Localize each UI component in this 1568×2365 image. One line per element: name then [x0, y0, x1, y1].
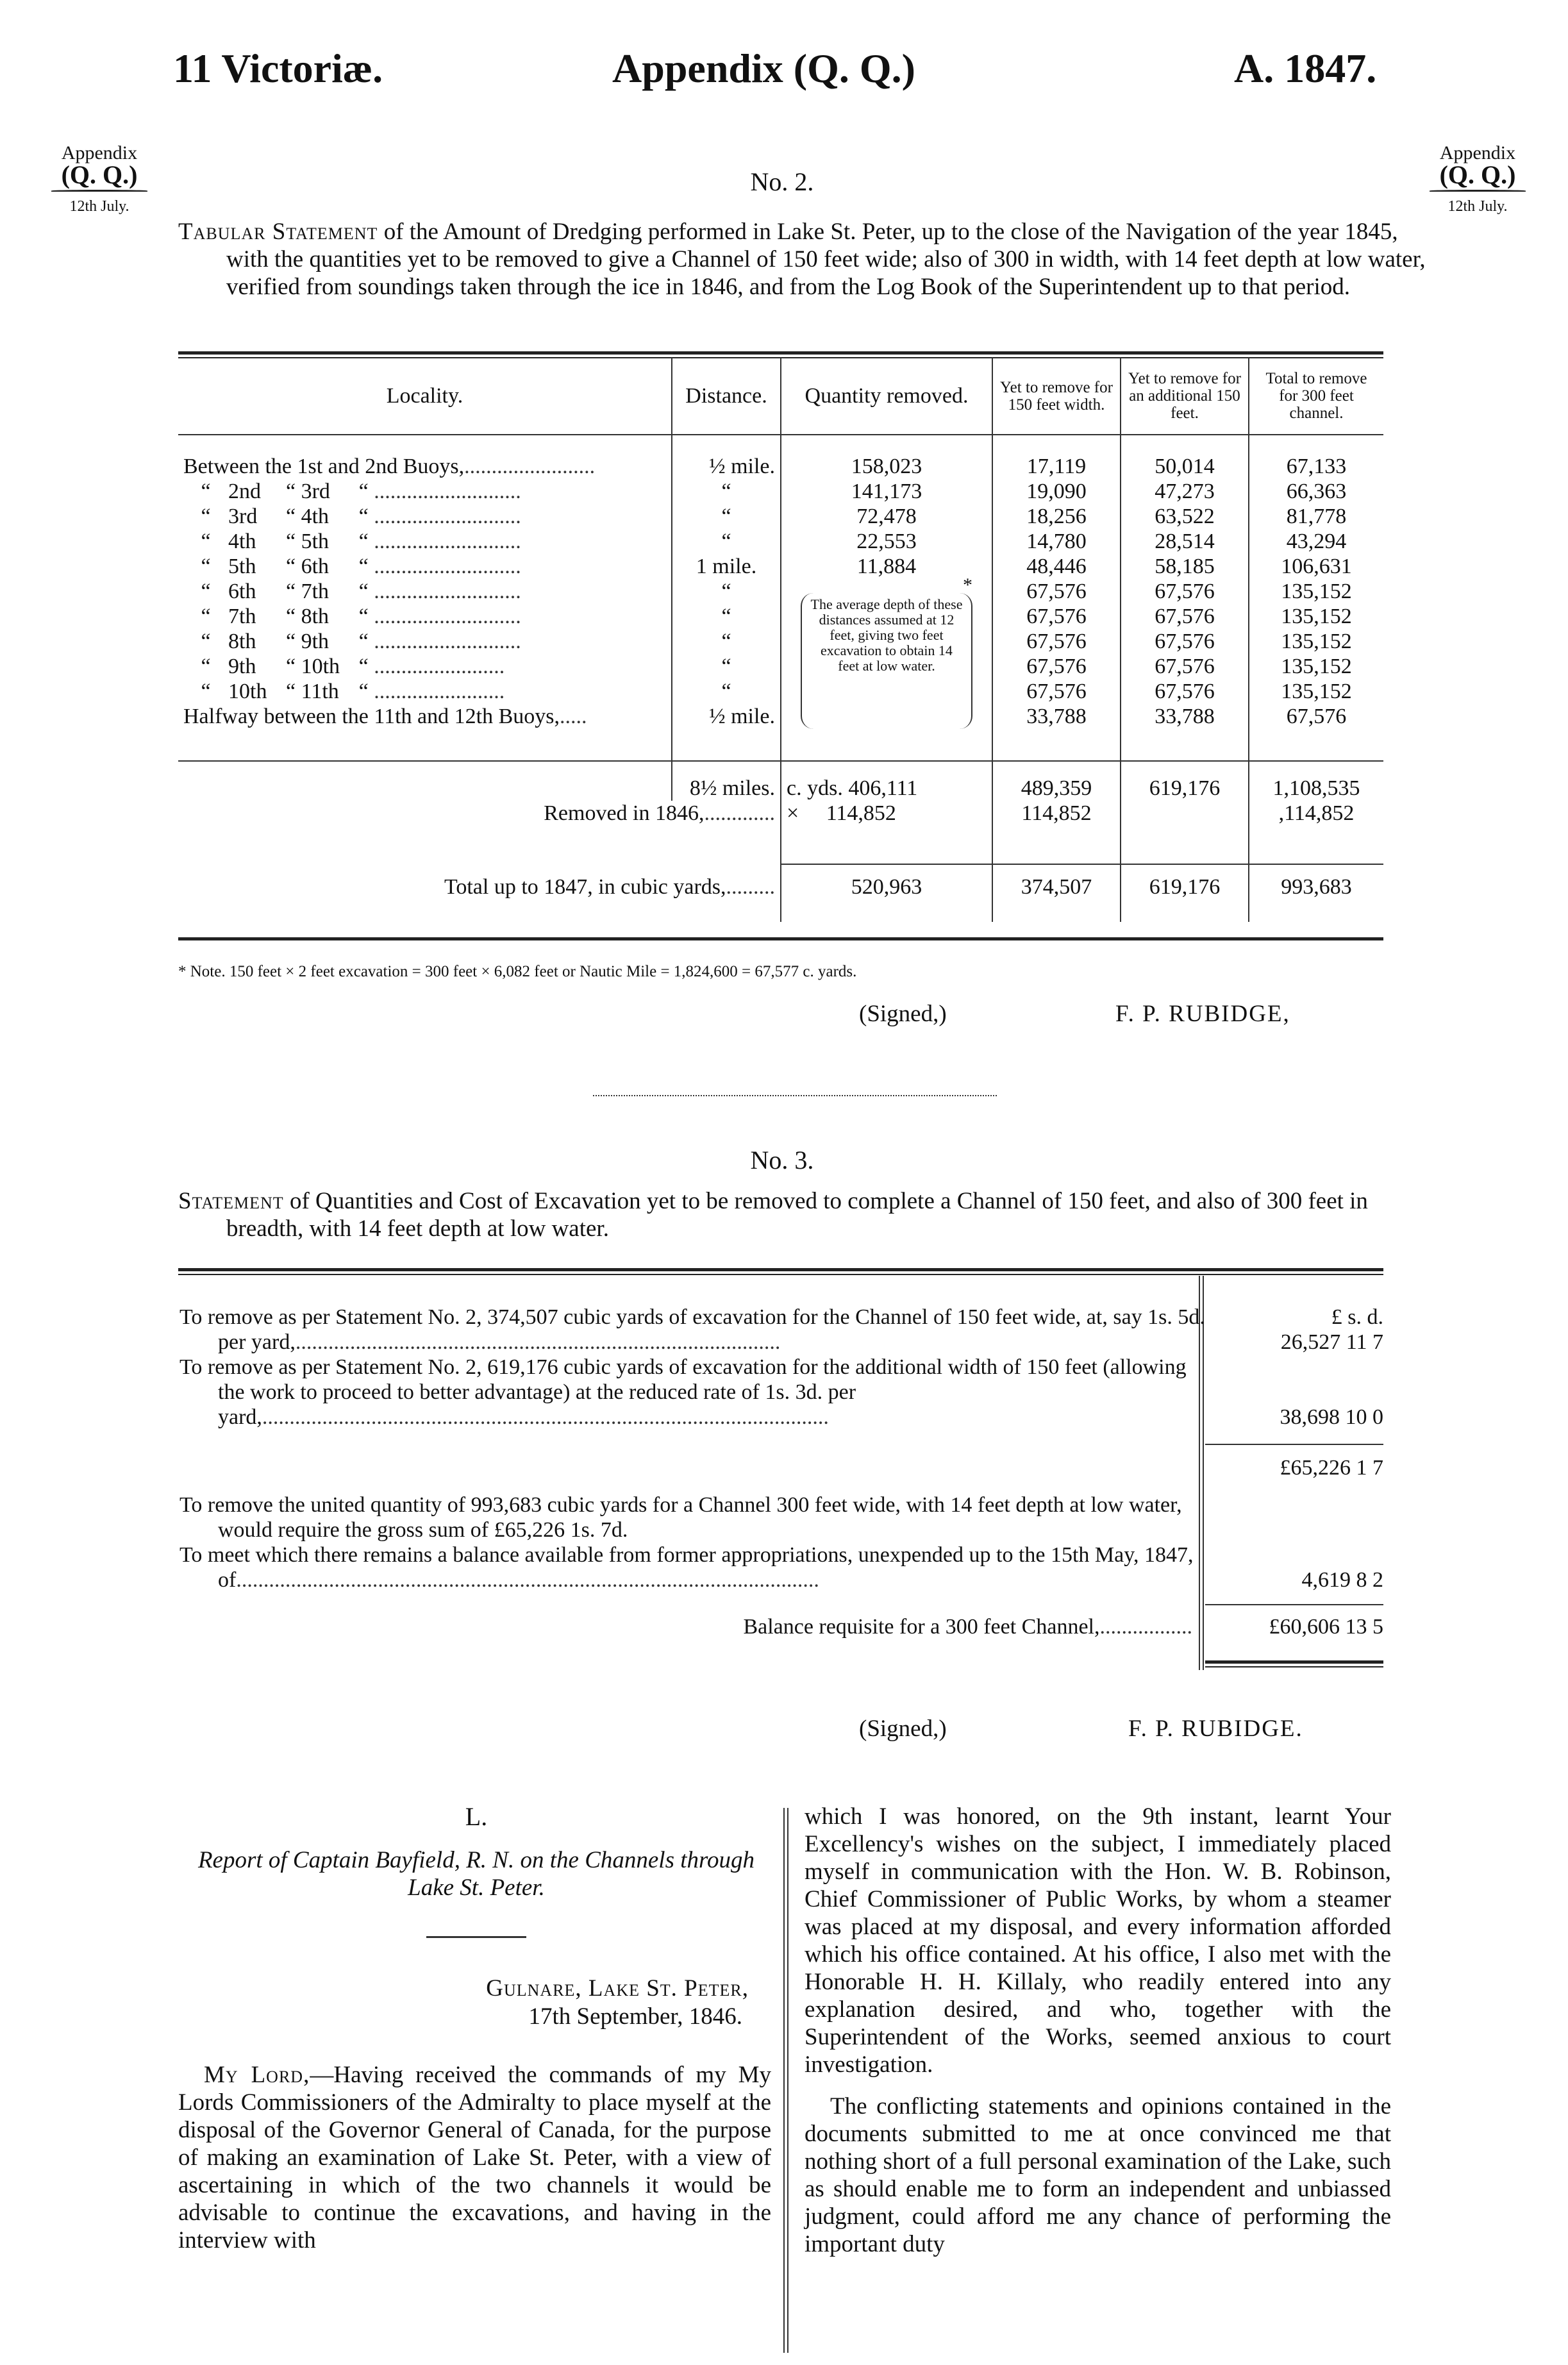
table-row: “ 7th “ 8th “ ........................... “ 67,576 67,576 135,152 — [178, 604, 1383, 629]
subtotal-rule — [1205, 1444, 1383, 1445]
balance-row: Balance requisite for a 300 feet Channel,................. — [743, 1615, 1192, 1639]
header-right: A. 1847. — [1234, 46, 1377, 91]
section-divider — [593, 1095, 997, 1096]
row-total: 135,152 — [1249, 654, 1383, 679]
row-ditto: “ — [358, 605, 369, 628]
removed-qty: 114,852 — [826, 801, 896, 825]
row-yet150: 48,446 — [992, 554, 1121, 579]
margin-right-date: 12th July. — [1447, 198, 1508, 215]
row-locality: Halfway between the 11th and 12th Buoys, — [183, 705, 560, 728]
row-distance: “ — [672, 579, 781, 604]
row-ditto: “ — [201, 655, 211, 678]
row-ditto: “ — [201, 580, 211, 603]
summary-cyds-prefix: c. yds. — [787, 776, 843, 800]
summary-yetadd: 619,176 — [1121, 761, 1249, 801]
summary-qty — [781, 761, 992, 801]
row-to: 8th — [301, 605, 329, 628]
row-to: 3rd — [301, 480, 330, 503]
no3-item-1: To remove as per Statement No. 2, 374,507 cubic yards of excavation for the Channel of 150 feet wide, at, say 1s. 5d. per yard,......................................................................................... — [179, 1305, 1205, 1354]
section-letter: L. — [465, 1802, 488, 1831]
no3-item-2-amount: 38,698 10 0 — [1280, 1405, 1383, 1429]
no3-item-4-text: To meet which there remains a balance available from former appropriations, unexpended up to the 15th May, 1847, of — [179, 1543, 1194, 1592]
row-yet150: 67,576 — [992, 604, 1121, 629]
header-center: Appendix (Q. Q.) — [612, 46, 915, 91]
row-total: 135,152 — [1249, 629, 1383, 654]
removed-label: Removed in 1846, — [544, 801, 705, 825]
row-from: 8th — [228, 630, 256, 653]
row-distance: “ — [672, 529, 781, 554]
row-total: 81,778 — [1249, 504, 1383, 529]
row-ditto: “ — [358, 530, 369, 553]
grand-yet150: 374,507 — [992, 864, 1121, 909]
row-ditto: “ — [201, 605, 211, 628]
row-from: 3rd — [228, 505, 258, 528]
row-total: 67,576 — [1249, 704, 1383, 729]
row-yetadd: 50,014 — [1121, 454, 1249, 479]
grand-label: Total up to 1847, in cubic yards, — [444, 874, 726, 899]
row-from: 10th — [228, 680, 267, 703]
table-row: “ 9th “ 10th “ ........................ “ 67,576 67,576 135,152 — [178, 654, 1383, 679]
para1-right: which I was honored, on the 9th instant, learnt Your Excellency's wishes on the subject, I immediately placed myself in communication with the Hon. W. B. Robinson, Chief Commissioner of Public Works, by whom a steamer was placed at my disposal, and every information afforded which his office contained. At his office, I also met with the Honorable H. H. Killaly, who readily entered into any explanation desired, and who, together with the Superintendent of the Works, seemed anxious to court investigation. — [805, 1803, 1391, 2078]
row-to: 11th — [301, 680, 339, 703]
row-yetadd: 28,514 — [1121, 529, 1249, 554]
no2-title-lead: Tabular Statement — [178, 219, 378, 245]
row-yet150: 17,119 — [992, 454, 1121, 479]
removed-qty-cell — [781, 801, 992, 826]
no3-item-1-text: To remove as per Statement No. 2, 374,507 cubic yards of excavation for the Channel of 150 feet wide, at, say 1s. 5d. per yard, — [179, 1305, 1205, 1354]
row-total: 43,294 — [1249, 529, 1383, 554]
row-to: 6th — [301, 555, 329, 578]
no3-title-rest: of Quantities and Cost of Excavation yet to be removed to complete a Channel of 150 feet, and also of 300 feet in breadth, with 14 feet depth at low water. — [226, 1188, 1368, 1242]
row-locality: Between the 1st and 2nd Buoys, — [183, 455, 465, 478]
table-row: “ 8th “ 9th “ ........................... “ 67,576 67,576 135,152 — [178, 629, 1383, 654]
no3-item-3-text: To remove the united quantity of 993,683 cubic yards for a Channel 300 feet wide, with 14 feet depth at low water, would require the gross sum of £65,226 1s. 7d. — [179, 1493, 1182, 1542]
row-total: 106,631 — [1249, 554, 1383, 579]
row-yetadd: 63,522 — [1121, 504, 1249, 529]
currency-header: £ s. d. — [1331, 1305, 1383, 1329]
report-place — [178, 1975, 749, 2002]
row-total: 135,152 — [1249, 579, 1383, 604]
row-yetadd: 33,788 — [1121, 704, 1249, 729]
row-ditto: “ — [201, 505, 211, 528]
row-from: 6th — [228, 580, 256, 603]
margin-right-rule — [1430, 190, 1526, 192]
row-distance: “ — [672, 654, 781, 679]
row-quantity: 141,173 — [781, 479, 992, 504]
row-distance: “ — [672, 504, 781, 529]
balance-label: Balance requisite for a 300 feet Channel, — [743, 1615, 1100, 1639]
balance-rule — [1205, 1604, 1383, 1605]
table-row: “ 5th “ 6th “ ........................... 1 mile. 11,884 48,446 58,185 106,631 — [178, 554, 1383, 579]
table-row: Between the 1st and 2nd Buoys,........................ ½ mile. 158,023 17,119 50,014 67,133 — [178, 454, 1383, 479]
col-yetadd-header: Yet to remove for an additional 150 feet. — [1121, 358, 1249, 435]
margin-left-code: (Q. Q.) — [61, 160, 138, 189]
grand-yetadd: 619,176 — [1121, 864, 1249, 909]
row-ditto: “ — [201, 480, 211, 503]
row-yetadd: 67,576 — [1121, 579, 1249, 604]
row-quantity: 22,553 — [781, 529, 992, 554]
row-distance: ½ mile. — [672, 704, 781, 729]
para2-right: The conflicting statements and opinions contained in the documents submitted to me at once convinced me that nothing short of a full personal examination of the Lake, such as should enable me to form an independent and unbiassed judgment, could afford me any chance of performing the important duty — [805, 2093, 1391, 2257]
report-title: Report of Captain Bayfield, R. N. on the Channels through Lake St. Peter. — [197, 1847, 755, 1901]
row-ditto: “ — [201, 555, 211, 578]
grand-qty: 520,963 — [781, 864, 992, 909]
margin-left-date: 12th July. — [69, 198, 129, 215]
row-distance: “ — [672, 629, 781, 654]
no3-item-3 — [179, 1492, 1218, 1542]
row-ditto: “ — [286, 655, 296, 678]
row-total: 135,152 — [1249, 604, 1383, 629]
row-ditto: “ — [286, 605, 296, 628]
dredging-table — [178, 358, 1383, 922]
no3-signer: F. P. RUBIDGE. — [1128, 1716, 1303, 1742]
row-total: 67,133 — [1249, 454, 1383, 479]
row-from: 4th — [228, 530, 256, 553]
depth-note-cell — [781, 574, 992, 729]
row-from: 7th — [228, 605, 256, 628]
row-yetadd: 67,576 — [1121, 654, 1249, 679]
row-ditto: “ — [358, 630, 369, 653]
row-to: 10th — [301, 655, 340, 678]
col-quantity-header: Quantity removed. — [781, 358, 992, 435]
no3-signed: (Signed,) — [859, 1716, 947, 1742]
report-title-rule — [426, 1936, 526, 1938]
depth-note-brace — [801, 593, 972, 729]
grand-total: 993,683 — [1249, 864, 1383, 909]
row-distance: “ — [672, 604, 781, 629]
row-yet150: 14,780 — [992, 529, 1121, 554]
row-distance: “ — [672, 479, 781, 504]
times-sign: × — [787, 801, 799, 825]
row-ditto: “ — [358, 655, 369, 678]
table-row: “ 10th “ 11th “ ........................ “ 67,576 67,576 135,152 — [178, 679, 1383, 704]
no3-item-1-amount: 26,527 11 7 — [1280, 1330, 1383, 1354]
row-ditto: “ — [358, 555, 369, 578]
row-yetadd: 58,185 — [1121, 554, 1249, 579]
row-yetadd: 67,576 — [1121, 629, 1249, 654]
dredging-table-header-row — [178, 358, 1383, 435]
row-quantity: 11,884 — [781, 554, 992, 579]
row-distance: 1 mile. — [672, 554, 781, 579]
row-to: 5th — [301, 530, 329, 553]
col-locality-header: Locality. — [386, 384, 463, 408]
row-total: 66,363 — [1249, 479, 1383, 504]
col-total-header: Total to remove for 300 feet channel. — [1249, 358, 1383, 435]
row-yetadd: 47,273 — [1121, 479, 1249, 504]
margin-right-code: (Q. Q.) — [1439, 160, 1516, 189]
no2-heading: No. 2. — [750, 167, 814, 196]
no2-signed: (Signed,) — [859, 1001, 947, 1027]
row-from: 9th — [228, 655, 256, 678]
summary-total: 1,108,535 — [1249, 761, 1383, 801]
row-ditto: “ — [201, 530, 211, 553]
no2-title — [178, 218, 1444, 301]
row-distance: “ — [672, 679, 781, 704]
no3-item-2-text: To remove as per Statement No. 2, 619,176 cubic yards of excavation for the additional width of 150 feet (allowing the work to proceed to better advantage) at the reduced rate of 1s. 3d. per yard, — [179, 1355, 1187, 1429]
column-divider-2 — [787, 1808, 788, 2353]
margin-right-label: Appendix — [1439, 142, 1516, 163]
row-ditto: “ — [286, 480, 296, 503]
summary-yet150: 489,359 — [992, 761, 1121, 801]
para1-left: —Having received the commands of my My Lords Commissioners of the Admiralty to place myself at the disposal of the Governor General of Canada, for the purpose of making an examination of Lake St. Peter, with a view of ascertaining in which of the two channels it would be advisable to continue the excavations, and having in the interview with — [178, 2062, 772, 2253]
table-row: “ 4th “ 5th “ ........................... “ 22,553 14,780 28,514 43,294 — [178, 529, 1383, 554]
depth-note: The average depth of these distances assumed at 12 feet, giving two feet excavation to obtain 14 feet at low water. — [810, 596, 963, 674]
row-yet150: 18,256 — [992, 504, 1121, 529]
no3-title-lead: Statement — [178, 1188, 284, 1214]
removed-total: ,114,852 — [1249, 801, 1383, 826]
table-row: “ 6th “ 7th “ ........................... “ * The average depth of these distances assumed at 12 feet, giving two feet excavation to obtain 14 feet at low water. 67,576 67,576 135,152 — [178, 579, 1383, 604]
row-ditto: “ — [286, 630, 296, 653]
row-yet150: 67,576 — [992, 654, 1121, 679]
row-ditto: “ — [201, 680, 211, 703]
balance-amount: £60,606 13 5 — [1269, 1615, 1383, 1639]
removed-yet150: 114,852 — [992, 801, 1121, 826]
row-ditto: “ — [358, 505, 369, 528]
row-yet150: 67,576 — [992, 679, 1121, 704]
row-yet150: 33,788 — [992, 704, 1121, 729]
row-ditto: “ — [201, 630, 211, 653]
margin-left-rule — [51, 190, 147, 192]
row-yet150: 67,576 — [992, 579, 1121, 604]
column-divider-1 — [783, 1808, 785, 2353]
row-total: 135,152 — [1249, 679, 1383, 704]
row-yet150: 67,576 — [992, 629, 1121, 654]
row-distance: ½ mile. — [672, 454, 781, 479]
header-left: 11 Victoriæ. — [173, 46, 383, 91]
depth-note-star: * — [963, 574, 972, 596]
margin-note-left — [26, 142, 173, 217]
no3-title — [178, 1187, 1444, 1242]
margin-note-right — [1404, 142, 1551, 217]
dredging-table-grid — [178, 358, 1383, 922]
row-ditto: “ — [286, 580, 296, 603]
no3-heading: No. 3. — [750, 1146, 814, 1174]
summary-miles: 8½ miles. — [672, 761, 781, 801]
no2-table-bottom-rule — [178, 937, 1383, 942]
row-to: 9th — [301, 630, 329, 653]
col-distance-header: Distance. — [672, 358, 781, 435]
table-row: Halfway between the 11th and 12th Buoys,..... ½ mile. 33,788 33,788 67,576 — [178, 704, 1383, 729]
summary-row — [178, 761, 1383, 801]
right-column-text — [805, 1803, 1391, 2258]
no3-subtotal: £65,226 1 7 — [1280, 1456, 1383, 1480]
no3-item-4: To meet which there remains a balance available from former appropriations, unexpended up to the 15th May, 1847, of........................................................................................................... — [179, 1543, 1194, 1592]
row-to: 7th — [301, 580, 329, 603]
row-quantity: 158,023 — [781, 454, 992, 479]
report-place-text: Gulnare, Lake St. Peter, — [486, 1975, 749, 2001]
no3-top-rule — [178, 1268, 1383, 1275]
row-from: 2nd — [228, 480, 261, 503]
grand-total-row: Total up to 1847, in cubic yards,......... 520,963 374,507 619,176 993,683 — [178, 864, 1383, 909]
row-yet150: 19,090 — [992, 479, 1121, 504]
row-ditto: “ — [286, 505, 296, 528]
no2-title-rest: of the Amount of Dredging performed in Lake St. Peter, up to the close of the Navigation of the year 1845, with the quantities yet to be removed to give a Channel of 150 feet wide; also of 300 in width, with 14 feet depth at low water, verified from soundings taken through the ice in 1846, and from the Log Book of the Superintendent up to that period. — [226, 219, 1426, 300]
table-row: “ 3rd “ 4th “ ........................... “ 72,478 18,256 63,522 81,778 — [178, 504, 1383, 529]
footnote: * Note. 150 feet × 2 feet excavation = 300 feet × 6,082 feet or Nautic Mile = 1,824,600 = 67,577 c. yards. — [178, 963, 857, 980]
row-ditto: “ — [358, 580, 369, 603]
row-ditto: “ — [358, 680, 369, 703]
margin-left-label: Appendix — [61, 142, 138, 163]
balance-double-rule — [1205, 1660, 1383, 1667]
row-to: 4th — [301, 505, 329, 528]
no2-signer: F. P. RUBIDGE, — [1115, 1001, 1290, 1027]
row-from: 5th — [228, 555, 256, 578]
row-ditto: “ — [286, 530, 296, 553]
no3-item-2: To remove as per Statement No. 2, 619,176 cubic yards of excavation for the additional width of 150 feet (allowing the work to proceed to better advantage) at the reduced rate of 1s. 3d. per yard,........................................................................................................ — [179, 1355, 1187, 1429]
row-ditto: “ — [286, 680, 296, 703]
no3-item-4-amount: 4,619 8 2 — [1301, 1568, 1383, 1592]
row-ditto: “ — [286, 555, 296, 578]
left-column-text — [178, 2061, 771, 2254]
table-row: “ 2nd “ 3rd “ ........................... “ 141,173 19,090 47,273 66,363 — [178, 479, 1383, 504]
row-ditto: “ — [358, 480, 369, 503]
row-yetadd: 67,576 — [1121, 679, 1249, 704]
removed-row: Removed in 1846,............. × 114,852 114,852 ,114,852 — [178, 801, 1383, 826]
row-quantity: 72,478 — [781, 504, 992, 529]
summary-cyds: 406,111 — [848, 776, 918, 800]
report-date: 17th September, 1846. — [528, 2003, 742, 2030]
col-yet150-header: Yet to remove for 150 feet width. — [992, 358, 1121, 435]
row-yetadd: 67,576 — [1121, 604, 1249, 629]
salutation: My Lord, — [204, 2062, 310, 2088]
